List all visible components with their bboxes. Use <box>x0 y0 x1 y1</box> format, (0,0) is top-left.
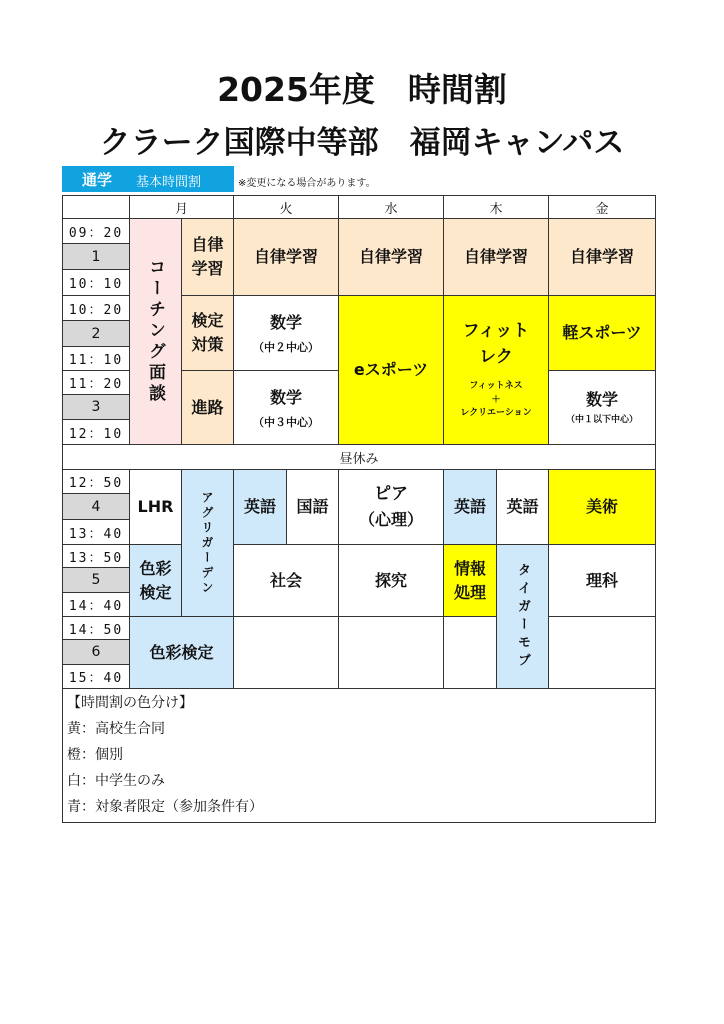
page-subtitle: クラーク国際中等部 福岡キャンパス <box>99 125 625 161</box>
wed-esports: eスポーツ <box>338 295 444 445</box>
wed-peer: ピア （心理） <box>338 469 444 545</box>
legend-title: 【時間割の色分け】 <box>67 695 193 711</box>
fri-empty-6 <box>548 616 656 689</box>
header-blank <box>62 195 130 219</box>
lunch-break: 昼休み <box>62 444 656 470</box>
mon-color-kentei: 色彩検定 <box>129 544 182 617</box>
fri-science: 理科 <box>548 544 656 617</box>
mon-lhr: LHR <box>129 469 182 545</box>
legend-item: 黄：高校生合同 <box>67 721 165 737</box>
mon-color-kentei-6: 色彩検定 <box>129 616 234 689</box>
time-end-6: 15：40 <box>62 664 130 689</box>
fri-math: 数学 （中１以下中心） <box>548 370 656 445</box>
time-end-2: 11：10 <box>62 346 130 371</box>
tue-japanese: 国語 <box>286 469 339 545</box>
header-fri: 金 <box>548 195 656 219</box>
tue-social: 社会 <box>233 544 339 617</box>
period-2: 2 <box>62 320 130 347</box>
tue-math-3: 数学 （中３中心） <box>233 370 339 445</box>
time-start-1: 09：20 <box>62 218 130 244</box>
header-mon: 月 <box>129 195 234 219</box>
badge-main: 通学 <box>82 171 113 189</box>
mon-agri-garden: アグリガーデン <box>181 469 234 617</box>
period-1: 1 <box>62 243 130 270</box>
period-4: 4 <box>62 493 130 520</box>
tue-math-2: 数学 （中２中心） <box>233 295 339 371</box>
header-tue: 火 <box>233 195 339 219</box>
thu-english: 英語 <box>443 469 497 545</box>
mon-kentei: 検定対策 <box>181 295 234 371</box>
time-end-1: 10：10 <box>62 269 130 296</box>
thu-empty-6 <box>443 616 497 689</box>
legend-item: 青：対象者限定（参加条件有） <box>67 799 263 815</box>
tue-empty-6 <box>233 616 339 689</box>
period-6: 6 <box>62 639 130 665</box>
time-start-2: 10：20 <box>62 295 130 321</box>
badge-sub: 基本時間割 <box>136 175 202 190</box>
tue-english: 英語 <box>233 469 287 545</box>
period-3: 3 <box>62 394 130 420</box>
wed-empty-6 <box>338 616 444 689</box>
thu-jiritsu: 自律学習 <box>443 218 549 296</box>
header-thu: 木 <box>443 195 549 219</box>
fri-art: 美術 <box>548 469 656 545</box>
header-wed: 水 <box>338 195 444 219</box>
thu-fitreku: フィットレク フィットネス ＋ レクリエーション <box>443 295 549 445</box>
thu-info: 情報処理 <box>443 544 497 617</box>
period-5: 5 <box>62 567 130 593</box>
color-legend <box>62 688 656 823</box>
page-title: 2025年度 時間割 <box>217 70 507 109</box>
thu-tiger-mob: タイガーモブ <box>496 544 549 689</box>
time-start-3: 11：20 <box>62 370 130 395</box>
time-start-5: 13：50 <box>62 544 130 568</box>
legend-item: 橙：個別 <box>67 747 123 763</box>
fri-light-sports: 軽スポーツ <box>548 295 656 371</box>
wed-tankyu: 探究 <box>338 544 444 617</box>
mon-shinro: 進路 <box>181 370 234 445</box>
time-start-6: 14：50 <box>62 616 130 640</box>
wed-jiritsu: 自律学習 <box>338 218 444 296</box>
legend-item: 白：中学生のみ <box>67 773 165 789</box>
time-end-3: 12：10 <box>62 419 130 445</box>
mon-coaching: コーチング面談 <box>129 218 182 445</box>
time-end-4: 13：40 <box>62 519 130 545</box>
mon-jiritsu: 自律学習 <box>181 218 234 296</box>
time-start-4: 12：50 <box>62 469 130 494</box>
time-end-5: 14：40 <box>62 592 130 617</box>
change-note: ※変更になる場合があります。 <box>238 178 376 189</box>
schedule-badge <box>62 166 234 192</box>
tue-jiritsu: 自律学習 <box>233 218 339 296</box>
fri-jiritsu: 自律学習 <box>548 218 656 296</box>
thu-english-2: 英語 <box>496 469 549 545</box>
